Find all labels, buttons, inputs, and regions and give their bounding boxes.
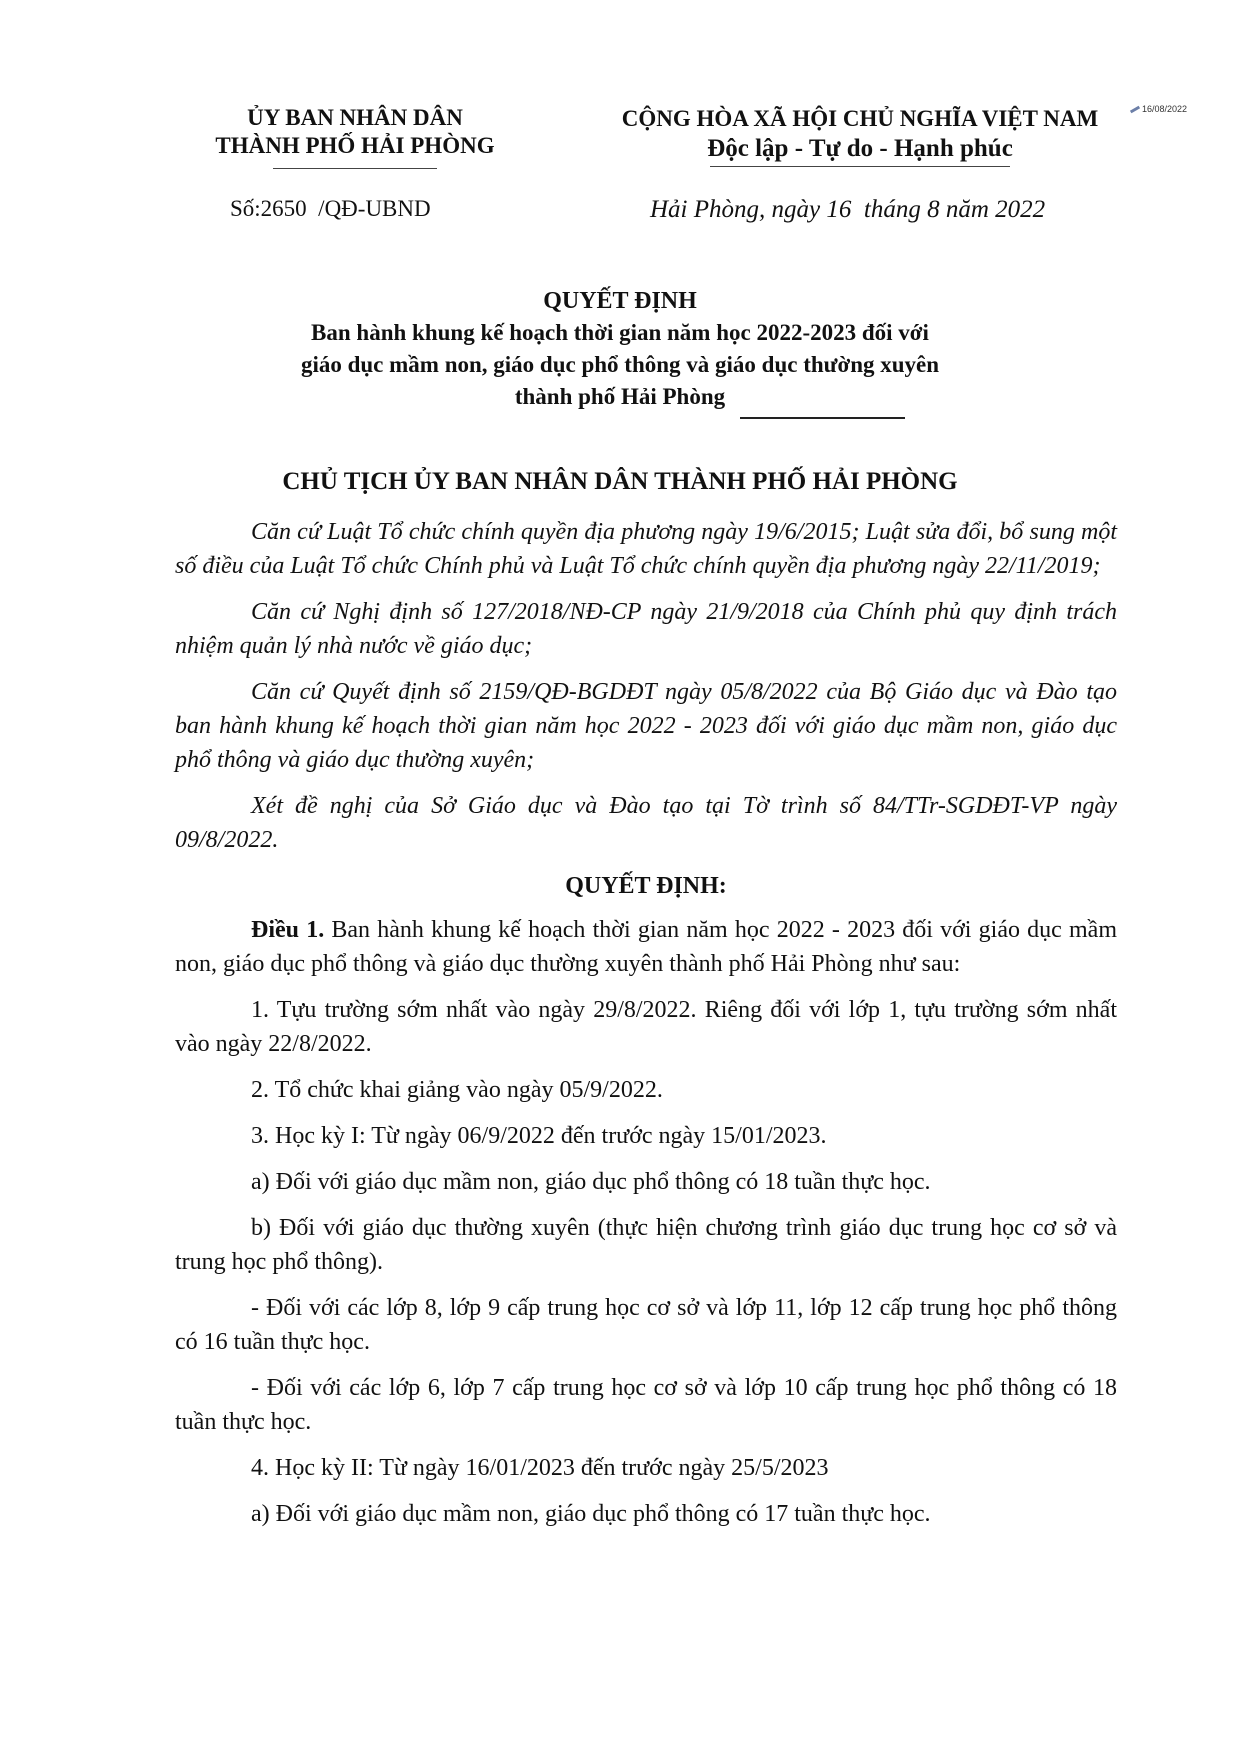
- agency-divider: [273, 168, 437, 169]
- article-item: - Đối với các lớp 8, lớp 9 cấp trung học cơ sở và lớp 11, lớp 12 cấp trung học phổ thông có 16 tuần thực học.: [175, 1295, 1117, 1355]
- article-1-text: Ban hành khung kế hoạch thời gian năm học 2022 - 2023 đối với giáo dục mầm non, giáo dục phổ thông và giáo dục thường xuyên thành phố Hải Phòng như sau:: [175, 917, 1118, 977]
- article-item: - Đối với các lớp 6, lớp 7 cấp trung học cơ sở và lớp 10 cấp trung học phổ thông có 18 tuần thực học.: [175, 1375, 1117, 1435]
- nation-header: [590, 104, 1130, 167]
- preamble-paragraph: Căn cứ Quyết định số 2159/QĐ-BGDĐT ngày 05/8/2022 của Bộ Giáo dục và Đào tạo ban hành khung kế hoạch thời gian năm học 2022 - 2023 đối với giáo dục mầm non, giáo dục phổ thông và giáo dục thường xuyên;: [175, 679, 1117, 773]
- preamble-paragraph: Căn cứ Nghị định số 127/2018/NĐ-CP ngày 21/9/2018 của Chính phủ quy định trách nhiệm quản lý nhà nước về giáo dục;: [175, 599, 1117, 659]
- nation-title: CỘNG HÒA XÃ HỘI CHỦ NGHĨA VIỆT NAM: [621, 106, 1099, 131]
- article-item: 3. Học kỳ I: Từ ngày 06/9/2022 đến trước ngày 15/01/2023.: [251, 1123, 827, 1149]
- place-date-line: Hải Phòng, ngày 16 tháng 8 năm 2022: [650, 196, 1046, 223]
- title-line-3: thành phố Hải Phòng: [514, 384, 726, 409]
- document-number: Số:2650 /QĐ-UBND: [230, 196, 431, 221]
- title-line-1: Ban hành khung kế hoạch thời gian năm học 2022-2023 đối với: [311, 320, 929, 345]
- digital-signature-stamp: [1130, 104, 1187, 114]
- decision-heading: QUYẾT ĐỊNH:: [565, 873, 727, 899]
- article-item: a) Đối với giáo dục mầm non, giáo dục phổ thông có 17 tuần thực học.: [251, 1501, 931, 1527]
- document-title: [180, 285, 1060, 419]
- article-1: [175, 913, 1117, 981]
- document-body: [175, 515, 1117, 1543]
- agency-header: [170, 104, 540, 169]
- article-1-label: Điều 1.: [251, 917, 325, 943]
- national-motto: Độc lập - Tự do - Hạnh phúc: [707, 135, 1013, 162]
- article-item: 1. Tựu trường sớm nhất vào ngày 29/8/2022. Riêng đối với lớp 1, tựu trường sớm nhất vào ngày 22/8/2022.: [175, 997, 1117, 1057]
- preamble-paragraph: Xét đề nghị của Sở Giáo dục và Đào tạo tại Tờ trình số 84/TTr-SGDĐT-VP ngày 09/8/2022.: [175, 793, 1117, 853]
- agency-line-1: ỦY BAN NHÂN DÂN: [247, 105, 463, 130]
- title-heading: QUYẾT ĐỊNH: [543, 288, 697, 314]
- agency-line-2: THÀNH PHỐ HẢI PHÒNG: [215, 133, 495, 158]
- article-item: a) Đối với giáo dục mầm non, giáo dục phổ thông có 18 tuần thực học.: [251, 1169, 931, 1195]
- article-item: 2. Tổ chức khai giảng vào ngày 05/9/2022.: [251, 1077, 663, 1103]
- signature-date: 16/08/2022: [1142, 104, 1188, 114]
- article-item: b) Đối với giáo dục thường xuyên (thực hiện chương trình giáo dục trung học cơ sở và trung học phổ thông).: [175, 1215, 1117, 1275]
- title-divider: [740, 417, 905, 419]
- article-item: 4. Học kỳ II: Từ ngày 16/01/2023 đến trước ngày 25/5/2023: [251, 1455, 829, 1481]
- motto-divider: [710, 166, 1010, 167]
- signature-pen-icon: [1130, 106, 1140, 114]
- issuer-heading: CHỦ TỊCH ỦY BAN NHÂN DÂN THÀNH PHỐ HẢI PHÒNG: [282, 468, 958, 495]
- preamble-paragraph: Căn cứ Luật Tổ chức chính quyền địa phương ngày 19/6/2015; Luật sửa đổi, bổ sung một số điều của Luật Tổ chức Chính phủ và Luật Tổ chức chính quyền địa phương ngày 22/11/2019;: [175, 519, 1117, 579]
- title-line-2: giáo dục mầm non, giáo dục phổ thông và giáo dục thường xuyên: [300, 352, 940, 377]
